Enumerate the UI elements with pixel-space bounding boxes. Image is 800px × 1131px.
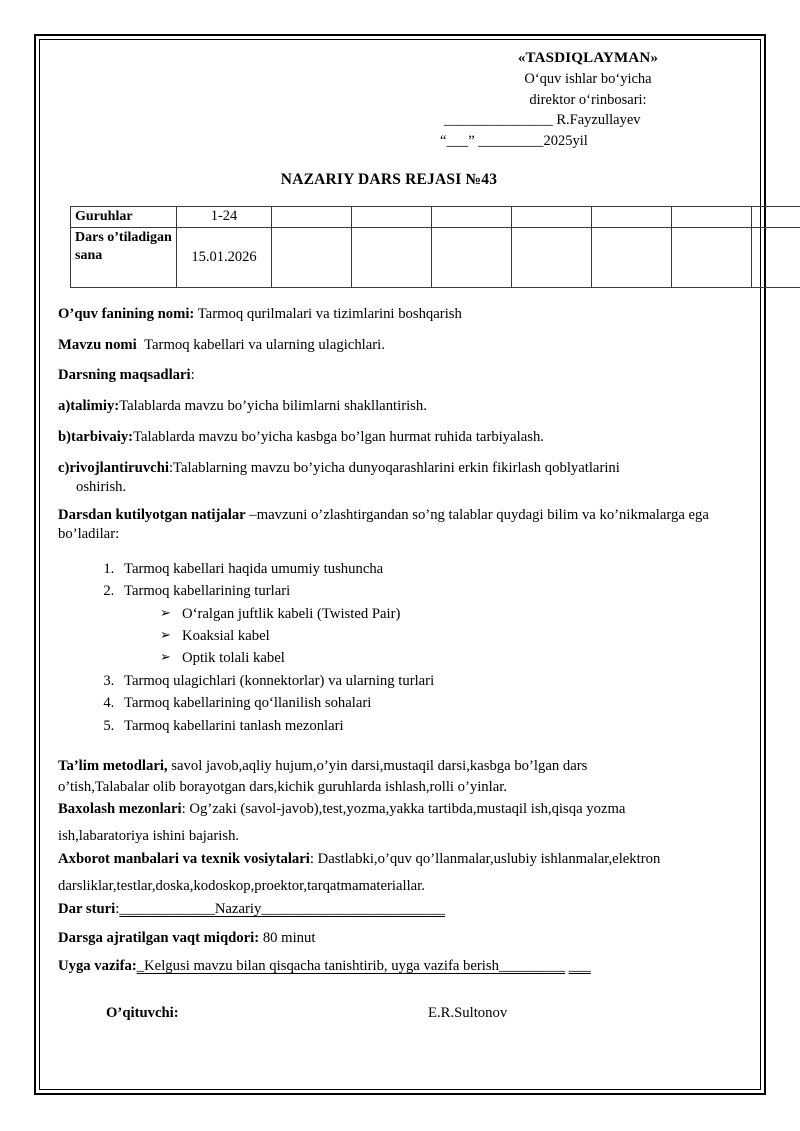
teaching-methods-line-1: [58, 757, 750, 777]
lesson-structure-value[interactable]: Nazariy: [214, 901, 262, 918]
approval-date-line: [438, 131, 738, 152]
page-title: NAZARIY DARS REJASI №43: [280, 170, 498, 188]
goal-item-talimiy: [58, 397, 750, 416]
lesson-structure-colon: :: [115, 901, 120, 918]
outcomes-paragraph: [58, 506, 750, 544]
outcome-text: Tarmoq kabellari haqida umumiy tushuncha: [124, 561, 384, 578]
homework-value[interactable]: Kelgusi mavzu bilan qisqacha tanishtirib, uyga vazifa berish: [144, 958, 499, 975]
table-cell-label-groups: Guruhlar: [71, 206, 177, 227]
lesson-duration-label: Darsga ajratilgan vaqt miqdori:: [58, 929, 260, 946]
goal-item-rivojlantiruvchi: [58, 459, 750, 497]
table-row: [71, 227, 800, 287]
table-row: [71, 206, 800, 227]
assessment-text-2: ish,labaratoriya ishini bajarish.: [58, 827, 240, 844]
sub-item-text: Optik tolali kabel: [182, 650, 285, 667]
topic-line: [58, 336, 750, 355]
sources-text-2: darsliklar,testlar,doska,kodoskop,proektor,tarqatmamateriallar.: [58, 877, 425, 894]
assessment-label: Baxolash mezonlari: [58, 800, 182, 817]
goal-text-b: Talablarda mavzu bo’yicha kasbga bo’lgan hurmat ruhida tarbiyalash.: [133, 429, 544, 446]
table-cell-empty[interactable]: [352, 227, 432, 287]
approval-line-1: O‘quv ishlar bo‘yicha: [524, 71, 652, 88]
date-month-blank: _________: [478, 133, 544, 150]
homework-blank-after[interactable]: _________: [498, 958, 566, 975]
assessment-text-1: Og’zaki (savol-javob),test,yozma,yakka tartibda,mustaqil ish,qisqa yozma: [185, 800, 626, 817]
approval-block: [438, 48, 738, 152]
homework-label: Uyga vazifa:: [58, 958, 137, 975]
teacher-name: E.R.Sultonov: [428, 1005, 508, 1021]
date-year: 2025yil: [543, 133, 588, 150]
date-quote-close: ”: [468, 133, 475, 150]
approval-line-2: direktor o‘rinbosari:: [529, 91, 647, 108]
sources-colon: :: [309, 851, 314, 868]
sources-line-2: [58, 872, 750, 901]
date-quote-open: “: [440, 133, 447, 150]
list-item: [118, 580, 750, 669]
lesson-duration-line: [58, 929, 750, 949]
teaching-methods-text-2: o’tish,Talabalar olib borayotgan dars,kichik guruhlarda ishlash,rolli o’yinlar.: [58, 779, 508, 796]
list-item: [118, 715, 750, 737]
subject-line: [58, 305, 750, 324]
table-cell-empty[interactable]: [672, 227, 752, 287]
approval-signature-line: [438, 110, 738, 131]
lesson-info-table: [70, 206, 800, 288]
lesson-structure-blank-before[interactable]: _____________: [119, 901, 215, 918]
topic-period: .: [381, 336, 385, 353]
goals-label: Darsning maqsadlari: [58, 367, 191, 384]
topic-label: Mavzu nomi: [58, 336, 137, 353]
goals-heading: [58, 366, 750, 385]
goal-key-c: c)rivojlantiruvchi: [58, 459, 169, 476]
outcome-text: Tarmoq kabellarining turlari: [124, 583, 291, 600]
outcome-text: Tarmoq kabellarini tanlash mezonlari: [124, 717, 344, 734]
table-cell-empty[interactable]: [272, 206, 352, 227]
lesson-structure-label: Dar sturi: [58, 901, 116, 918]
table-cell-label-date: Dars o’tiladigan sana: [71, 227, 177, 287]
table-cell-empty[interactable]: [752, 227, 800, 287]
table-cell-empty[interactable]: [512, 227, 592, 287]
document-content: [58, 48, 750, 1029]
subject-value: Tarmoq qurilmalari va tizimlarini boshqarish: [197, 305, 462, 322]
arrow-bullet-icon: ➢: [160, 627, 171, 643]
signature-blank: _______________: [444, 112, 553, 129]
goal-item-tarbivaiy: [58, 428, 750, 447]
teacher-label: O’qituvchi:: [106, 1005, 179, 1021]
list-item: [118, 670, 750, 692]
table-cell-empty[interactable]: [752, 206, 800, 227]
sub-item-text: Koaksial kabel: [182, 628, 270, 645]
table-cell-empty[interactable]: [512, 206, 592, 227]
list-item: [160, 647, 750, 669]
teacher-signature-block: [58, 1005, 750, 1029]
table-cell-empty[interactable]: [432, 206, 512, 227]
table-cell-empty[interactable]: [592, 206, 672, 227]
table-cell-empty[interactable]: [672, 206, 752, 227]
table-cell-value-date: 15.01.2026: [177, 227, 272, 287]
teaching-methods-line-2: [58, 778, 750, 798]
lesson-fields: [58, 305, 750, 544]
date-day-blank: ___: [446, 133, 469, 150]
list-item: [160, 603, 750, 625]
table-cell-empty[interactable]: [592, 227, 672, 287]
goals-colon: :: [190, 367, 195, 384]
subject-label: O’quv fanining nomi:: [58, 305, 195, 322]
methods-block: [58, 757, 750, 977]
sources-text-1: Dastlabki,o’quv qo’llanmalar,uslubiy ishlanmalar,elektron: [313, 851, 661, 868]
goal-text-c-continuation: oshirish.: [76, 478, 127, 495]
teaching-methods-label: Ta’lim metodlari,: [58, 757, 168, 774]
outcomes-label: Darsdan kutilyotgan natijalar: [58, 507, 246, 524]
arrow-bullet-icon: ➢: [160, 649, 171, 665]
lesson-structure-line: [58, 900, 750, 920]
outcomes-intro: –mavzuni o’zlashtirgandan so’ng talablar quydagi bilim va ko’nikmalarga ega bo’ladilar:: [58, 507, 709, 543]
homework-underscore-lead: _: [136, 958, 145, 975]
table-cell-empty[interactable]: [272, 227, 352, 287]
goal-text-c: Talablarning mavzu bo’yicha dunyoqarashlarini erkin fikirlash qoblyatlarini: [173, 459, 620, 476]
cable-types-sublist: [124, 603, 750, 670]
approval-title: «TASDIQLAYMAN»: [517, 50, 659, 66]
goal-text-a: Talablarda mavzu bo’yicha bilimlarni shakllantirish.: [119, 398, 427, 415]
lesson-structure-blank-after[interactable]: _________________________: [261, 901, 445, 918]
teaching-methods-text-1: savol javob,aqliy hujum,o’yin darsi,mustaqil darsi,kasbga bo’lgan dars: [167, 757, 588, 774]
homework-line: [58, 957, 750, 977]
sources-label: Axborot manbalari va texnik vosiytalari: [58, 851, 310, 868]
goal-key-a: a)talimiy:: [58, 398, 120, 415]
assessment-colon: :: [181, 800, 186, 817]
table-cell-empty[interactable]: [432, 227, 512, 287]
table-cell-value-groups: 1-24: [177, 206, 272, 227]
topic-value: Tarmoq kabellari va ularning ulagichlari: [144, 336, 382, 353]
list-item: [160, 625, 750, 647]
signature-name: R.Fayzullayev: [556, 112, 641, 129]
outcome-text: Tarmoq kabellarining qo‘llanilish sohalari: [124, 695, 372, 712]
homework-blank-tail[interactable]: ___: [568, 958, 591, 975]
assessment-line-1: [58, 800, 750, 820]
outcome-text: Tarmoq ulagichlari (konnektorlar) va ularning turlari: [124, 672, 435, 689]
lesson-duration-value: 80 minut: [259, 929, 316, 946]
table-cell-empty[interactable]: [352, 206, 432, 227]
list-item: [118, 692, 750, 714]
list-item: [118, 558, 750, 580]
goal-colon-c: :: [168, 459, 174, 476]
outcomes-list: [58, 558, 750, 737]
assessment-line-2: [58, 822, 750, 851]
goal-key-b: b)tarbivaiy:: [58, 429, 134, 446]
sources-line-1: [58, 850, 750, 870]
sub-item-text: O‘ralgan juftlik kabeli (Twisted Pair): [182, 605, 401, 622]
arrow-bullet-icon: ➢: [160, 604, 171, 620]
